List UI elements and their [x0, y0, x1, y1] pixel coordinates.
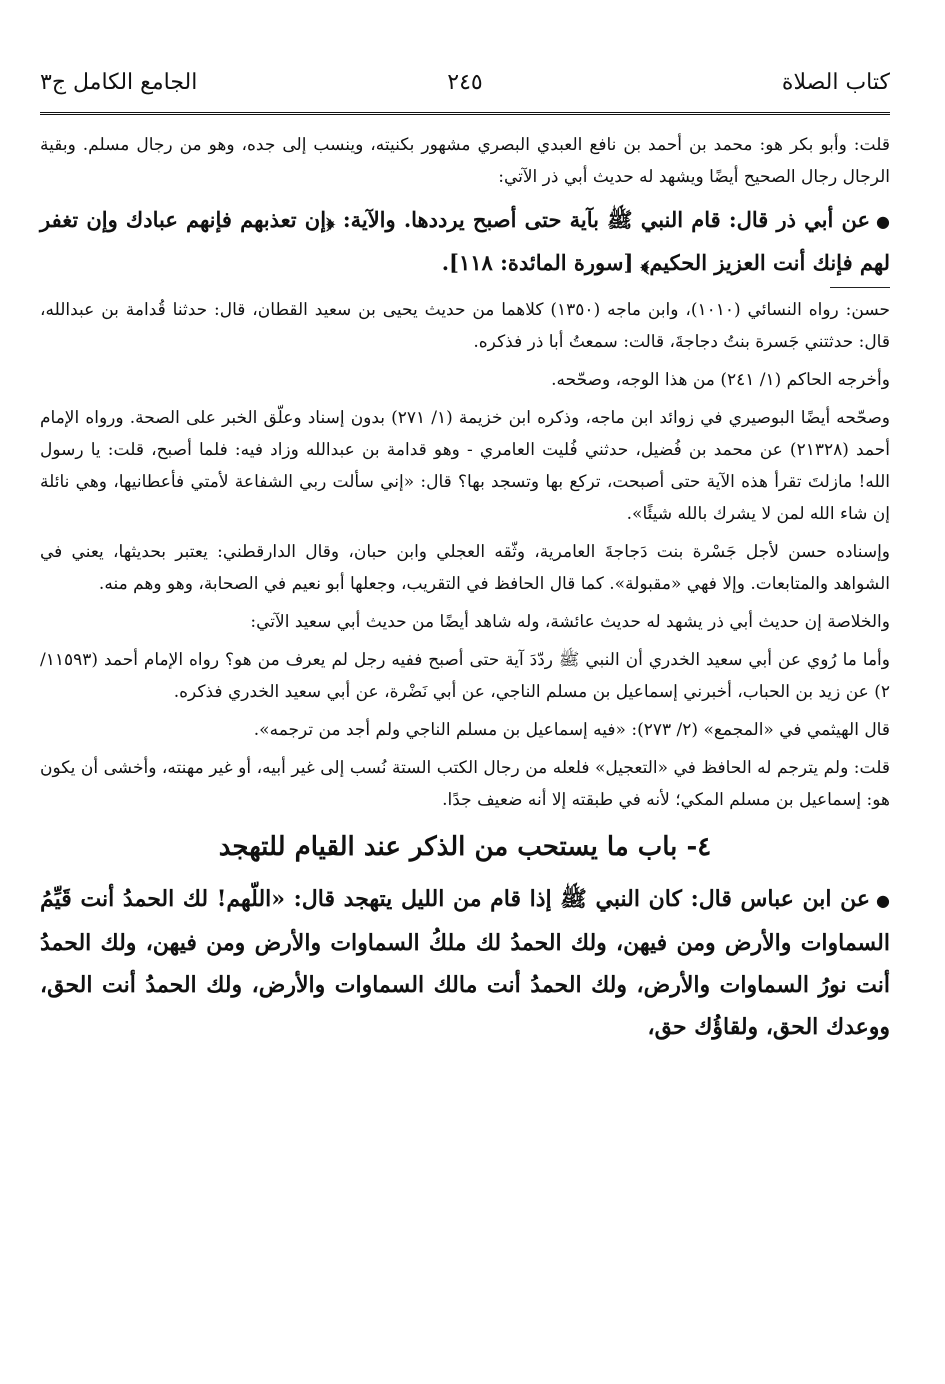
page-header — [40, 60, 890, 115]
chapter-title: كتاب الصلاة — [781, 70, 890, 95]
separator — [830, 287, 890, 288]
paragraph-note-abu-bakr: قلت: وأبو بكر هو: محمد بن أحمد بن نافع العبدي البصري مشهور بكنيته، وينسب إلى جده، وهو من رجال مسلم. وبقية الرجال رجال الصحيح أيضًا ويشهد له حديث أبي ذر الآتي: — [40, 135, 890, 187]
paragraph-summary: والخلاصة إن حديث أبي ذر يشهد له حديث عائشة، وله شاهد أيضًا من حديث أبي سعيد الآتي: — [250, 612, 890, 632]
paragraph-abu-said: وأما ما رُوي عن أبي سعيد الخدري أن النبي ﷺ ردّدَ آية حتى أصبح ففيه رجل لم يعرف من هو؟ رواه الإمام أحمد (١١٥٩٣/ ٢) عن زيد بن الحباب، أخبرني إسماعيل بن مسلم الناجي، عن أبي نَضْرة، عن أبي سعيد الخدري فذكره. — [40, 650, 890, 702]
section-heading: ٤- باب ما يستحب من الذكر عند القيام للتهجد — [218, 832, 712, 862]
hadith-abu-dhar — [40, 199, 890, 283]
hadith-ibn-abbas-text: عن ابن عباس قال: كان النبي ﷺ إذا قام من الليل يتهجد قال: «اللّهم! لك الحمدُ أنت قَيِّمُ السماوات والأرض ومن فيهن، ولك الحمدُ لك ملكُ السماوات والأرض ومن فيهن، ولك الحمدُ أنت نورُ السماوات والأرض، ولك الحمدُ أنت مالك السماوات والأرض، ولك الحمدُ أنت الحق، ووعدك الحق، ولقاؤُك حق، — [40, 886, 891, 1040]
paragraph-note-tajil: قلت: ولم يترجم له الحافظ في «التعجيل» فلعله من رجال الكتب الستة نُسب إلى غير أبيه، أو غير مهنته، وأخشى أن يكون هو: إسماعيل بن مسلم المكي؛ لأنه في طبقته إلا أنه ضعيف جدًا. — [40, 758, 890, 810]
hadith-abu-dhar-text: عن أبي ذر قال: قام النبي ﷺ بآية حتى أصبح يرددها. والآية: ﴿إن تعذبهم فإنهم عبادك وإن تغفر لهم فإنك أنت العزيز الحكيم﴾ [سورة المائدة: ١١٨]. — [40, 207, 890, 275]
book-title: الجامع الكامل ج٣ — [40, 70, 198, 95]
paragraph-grading: حسن: رواه النسائي (١٠١٠)، وابن ماجه (١٣٥٠) كلاهما من حديث يحيى بن سعيد القطان، قال: حدثنا قُدامة بن عبدالله، قال: حدثتني جَسرة بنتُ دجاجةَ، قالت: سمعتُ أبا ذر فذكره. — [40, 300, 890, 352]
paragraph-isnad: وإسناده حسن لأجل جَسْرة بنت دَجاجةَ العامرية، وثّقه العجلي وابن حبان، وقال الدارقطني: يعتبر بحديثها، يعني في الشواهد والمتابعات. وإلا فهي «مقبولة». كما قال الحافظ في التقريب، وجعلها أبو نعيم في الصحابة، وهو وهم منه. — [40, 542, 890, 594]
hadith-ibn-abbas — [40, 878, 890, 1048]
page-body — [40, 129, 890, 1048]
paragraph-hakim: وأخرجه الحاكم (١/ ٢٤١) من هذا الوجه، وصحّحه. — [551, 370, 890, 390]
bullet-icon: ● — [876, 891, 890, 910]
paragraph-haythami: قال الهيثمي في «المجمع» (٢/ ٢٧٣): «فيه إسماعيل بن مسلم الناجي ولم أجد من ترجمه». — [253, 720, 890, 740]
page-number: ٢٤٥ — [447, 70, 483, 95]
book-page — [40, 60, 890, 1052]
paragraph-busiri: وصحّحه أيضًا البوصيري في زوائد ابن ماجه، وذكره ابن خزيمة (١/ ٢٧١) بدون إسناد وعلّق الخبر على الصحة. ورواه الإمام أحمد (٢١٣٢٨) عن محمد بن فُضيل، حدثني فُليت العامري - وهو قدامة بن عبدالله وزاد فيه: فلما أصبح، قلت: يا رسول الله! مازلتَ تقرأ هذه الآية حتى أصبحت، تركع بها وتسجد بها؟ قال: «إني سألت ربي الشفاعة لأمتي فأعطانيها، وهي نائلة إن شاء الله لمن لا يشرك بالله شيئًا». — [40, 408, 890, 524]
bullet-icon: ● — [876, 212, 890, 231]
